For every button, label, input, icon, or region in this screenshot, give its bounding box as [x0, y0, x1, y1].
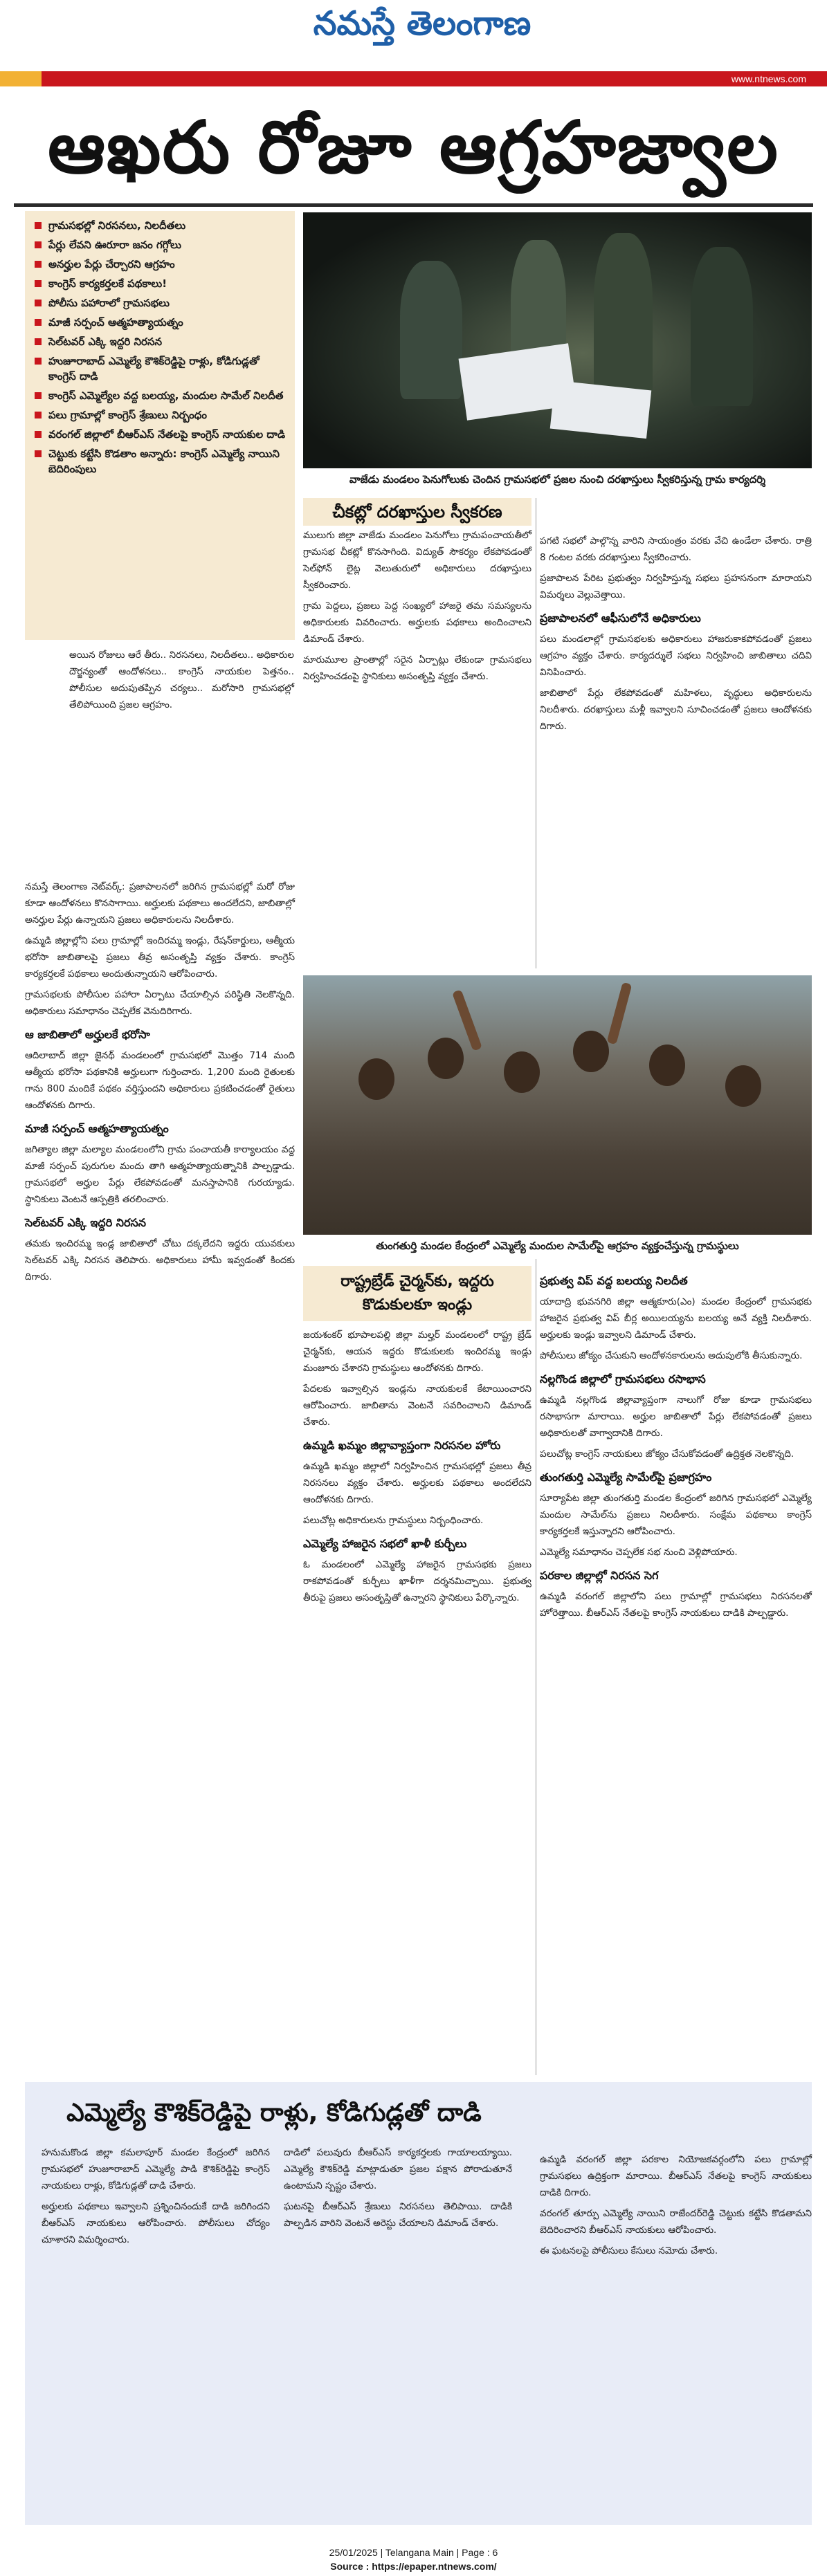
section-heading: ప్రభుత్వ విప్ వద్ద బలయ్య నిలదీత: [540, 1274, 688, 1287]
newspaper-logo: నమస్తే తెలంగాణ: [313, 4, 531, 43]
article-paragraph: ఉమ్మడి జిల్లాల్లోని పలు గ్రామాల్లో ఇందిరమ్మ ఇండ్లు, రేషన్‌కార్డులు, ఆత్మీయ భరోసా జాబితాలపై ప్రజలు తీవ్ర అసంతృప్తి వ్యక్తం చేశారు. కాంగ్రెస్ కార్యకర్తలకే పథకాలు అందుతున్నాయని ఆరోపించారు.: [25, 935, 295, 979]
intro-text: అయిన రోజులు ఆరే తీరు.. నిరసనలు, నిలదీతలు.. అధికారుల దౌర్జన్యంతో ఆందోళనలు.. కాంగ్రెస్ నాయకుల పెత్తనం.. పోలీసుల అదుపుతప్పిన చర్యలు.. మరోసారి గ్రామసభల్లో తేలిపోయింది ప్రజల ఆగ్రహం.: [69, 650, 294, 710]
section-heading: ప్రజాపాలనలో ఆఫీసులోనే అధికారులు: [540, 611, 701, 625]
section-heading: ఉమ్మడి ఖమ్మం జిల్లావ్యాప్తంగా నిరసనల హోరు: [303, 1439, 501, 1452]
papers: [550, 380, 652, 439]
raised-arm: [607, 982, 633, 1045]
article-paragraph: దాడిలో పలువురు బీఆర్ఎస్ కార్యకర్తలకు గాయాలయ్యాయి. ఎమ్మెల్యే కౌశిక్‌రెడ్డి మాట్లాడుతూ ప్రజల పక్షాన పోరాడుతూనే ఉంటామని స్పష్టం చేశారు.: [284, 2147, 512, 2191]
highlight-item: గ్రామసభల్లో నిరసనలు, నిలదీతలు: [33, 218, 288, 233]
person-figure: [691, 247, 753, 406]
article-paragraph: నమస్తే తెలంగాణ నెట్‌వర్క్: ప్రజాపాలనలో జరిగిన గ్రామసభల్లో మరో రోజు కూడా ఆందోళనలు కొనసాగాయి. అర్హులకు పథకాలు అందలేదని, జాబితాల్లో అనర్హుల పేర్లు ఉన్నాయని ప్రజలు అధికారులను నిలదీశారు.: [25, 881, 295, 926]
section-heading: మాజీ సర్పంచ్ ఆత్మహత్యాయత్నం: [25, 1122, 169, 1135]
article-paragraph: ఆదిలాబాద్ జిల్లా జైనథ్ మండలంలో గ్రామసభలో మొత్తం 714 మంది ఆత్మీయ భరోసా పథకానికి అర్హులుగా గుర్తించారు. 1,200 మంది రైతులకు గాను 800 మందికే పథకం వర్తిస్తుందని అధికారులు ప్రకటించడంతో రైతులు ఆందోళనకు దిగారు.: [25, 1050, 295, 1111]
article-paragraph: యాదాద్రి భువనగిరి జిల్లా ఆత్మకూరు(ఎం) మండల కేంద్రంలో గ్రామసభకు హాజరైన ప్రభుత్వ విప్ బీర్ల అయిలయ్యను బలయ్య అనే వ్యక్తి నిలదీశారు. అర్హులకు ఇండ్లు ఇవ్వాలని డిమాండ్ చేశారు.: [540, 1296, 812, 1341]
highlight-item: కాంగ్రెస్ ఎమ్మెల్యేల వద్ద బలయ్య, మందుల సామేల్ నిలదీత: [33, 388, 288, 403]
person-head: [725, 1065, 761, 1107]
article-paragraph: పలుచోట్ల అధికారులను గ్రామస్థులు నిర్బంధించారు.: [303, 1515, 484, 1526]
middle-column-top: [303, 527, 531, 689]
article-paragraph: ములుగు జిల్లా వాజేడు మండలం పెనుగోలు గ్రామపంచాయతీలో గ్రామసభ చీకట్లో కొనసాగింది. విద్యుత్ సౌకర్యం లేకపోవడంతో సెల్‌ఫోన్ లైట్ల వెలుతురులో అధికారులు దరఖాస్తులు స్వీకరించారు.: [303, 530, 531, 591]
masthead-strip: [0, 71, 827, 86]
article-paragraph: ప్రజాపాలన పేరిట ప్రభుత్వం నిర్వహిస్తున్న సభలు ప్రహసనంగా మారాయని విమర్శలు వెల్లువెత్తాయి.: [540, 573, 812, 600]
article-paragraph: వరంగల్ తూర్పు ఎమ్మెల్యే నాయిని రాజేందర్‌రెడ్డి చెట్టుకు కట్టేసి కొడతామని బెదిరించారని బీఆర్ఎస్ నాయకులు ఆరోపించారు.: [540, 2208, 812, 2236]
article-paragraph: పలు మండలాల్లో గ్రామసభలకు అధికారులు హాజరుకాకపోవడంతో ప్రజలు ఆగ్రహం వ్యక్తం చేశారు. కార్యదర్శులే సభలు నిర్వహించి జాబితాలు చదివి వినిపించారు.: [540, 634, 812, 678]
article-paragraph: అర్హులకు పథకాలు ఇవ్వాలని ప్రశ్నించినందుకే దాడి జరిగిందని బీఆర్ఎస్ నాయకులు ఆరోపించారు. పోలీసులు చోద్యం చూశారని విమర్శించారు.: [42, 2201, 270, 2245]
article-paragraph: సూర్యాపేట జిల్లా తుంగతుర్తి మండల కేంద్రంలో జరిగిన గ్రామసభలో ఎమ్మెల్యే మందుల సామేల్‌ను ప్రజలు నిలదీశారు. సంక్షేమ పథకాలు కాంగ్రెస్ కార్యకర్తలకే ఇస్తున్నారని ఆరోపించారు.: [540, 1493, 812, 1537]
masthead: [0, 0, 827, 66]
article-paragraph: ఓ మండలంలో ఎమ్మెల్యే హాజరైన గ్రామసభకు ప్రజలు రాకపోవడంతో కుర్చీలు ఖాళీగా దర్శనమిచ్చాయి. ప్రభుత్వ తీరుపై ప్రజలు అసంతృప్తితో ఉన్నారని స్థానికులు పేర్కొన్నారు.: [303, 1559, 531, 1603]
article-paragraph: గ్రామ పెద్దలు, ప్రజలు పెద్ద సంఖ్యలో హాజరై తమ సమస్యలను అధికారులకు వివరించారు. అర్హులకు పథకాలు అందించాలని డిమాండ్ చేశారు.: [303, 600, 531, 645]
highlight-item: చెట్టుకు కట్టేసి కొడతాం అన్నారు: కాంగ్రెస్ ఎమ్మెల్యే నాయిని బెదిరింపులు: [33, 446, 288, 477]
page-footer: [0, 2546, 827, 2573]
person-head: [573, 1031, 609, 1072]
bottom-column-3: [540, 2151, 812, 2263]
page-headline: ఆఖరు రోజూ ఆగ్రహజ్వాల: [48, 105, 779, 190]
highlight-item: పలు గ్రామాల్లో కాంగ్రెస్ శ్రేణులు నిర్బంధం: [33, 407, 288, 423]
bottom-column-1: [42, 2144, 270, 2252]
article-paragraph: పోలీసులు జోక్యం చేసుకుని ఆందోళనకారులను అదుపులోకి తీసుకున్నారు.: [540, 1350, 803, 1361]
article-paragraph: మారుమూల ప్రాంతాల్లో సరైన ఏర్పాట్లు లేకుండా గ్రామసభలు నిర్వహించడంపై స్థానికులు అసంతృప్తి వ్యక్తం చేశారు.: [303, 654, 531, 682]
article-paragraph: తమకు ఇందిరమ్మ ఇండ్ల జాబితాలో చోటు దక్కలేదని ఇద్దరు యువకులు సెల్‌టవర్ ఎక్కి నిరసన తెలిపారు. అధికారులు హామీ ఇవ్వడంతో కిందకు దిగారు.: [25, 1238, 295, 1282]
article-paragraph: పలుచోట్ల కాంగ్రెస్ నాయకులు జోక్యం చేసుకోవడంతో ఉద్రిక్తత నెలకొన్నది.: [540, 1448, 794, 1460]
section-heading: సెల్‌టవర్ ఎక్కి ఇద్దరి నిరసన: [25, 1216, 146, 1229]
article-paragraph: ఎమ్మెల్యే సమాధానం చెప్పలేక సభ నుంచి వెళ్లిపోయారు.: [540, 1547, 738, 1558]
article-paragraph: ఉమ్మడి వరంగల్ జిల్లాలోని పలు గ్రామాల్లో గ్రామసభలు నిరసనలతో హోరెత్తాయి. బీఆర్ఎస్ నేతలపై కాంగ్రెస్ నాయకులు దాడికి పాల్పడ్డారు.: [540, 1591, 812, 1619]
left-column: [25, 878, 295, 1289]
article-paragraph: ఉమ్మడి వరంగల్ జిల్లా పరకాల నియోజకవర్గంలోని పలు గ్రామాల్లో గ్రామసభలు ఉద్రిక్తంగా మారాయి. బీఆర్ఎస్ నేతలపై కాంగ్రెస్ నాయకులు దాడికి దిగారు.: [540, 2154, 812, 2198]
article-paragraph: ఉమ్మడి నల్లగొండ జిల్లావ్యాప్తంగా నాలుగో రోజు కూడా గ్రామసభలు రసాభాసగా మారాయి. అర్హుల జాబితాలో పేర్లు లేకపోవడంతో ప్రజలు అధికారులతో వాగ్వాదానికి దిగారు.: [540, 1395, 812, 1439]
person-figure: [594, 233, 653, 399]
intro-column: [69, 647, 294, 717]
footer-source[interactable]: Source : https://epaper.ntnews.com/: [330, 2561, 497, 2572]
bottom-column-2: [284, 2144, 512, 2236]
person-figure: [400, 261, 462, 399]
person-head: [649, 1045, 685, 1086]
article-paragraph: జగిత్యాల జిల్లా మల్యాల మండలంలోని గ్రామ పంచాయతీ కార్యాలయం వద్ద మాజీ సర్పంచ్ పురుగుల మందు తాగి ఆత్మహత్యాయత్నానికి పాల్పడ్డాడు. గ్రామసభలో అర్హుల పేర్లు లేకపోవడంతో మనస్తాపానికి గురయ్యాడు. స్థానికులు వెంటనే ఆస్పత్రికి తరలించారు.: [25, 1144, 295, 1205]
photo-caption-1: వాజేడు మండలం పెనుగోలుకు చెందిన గ్రామసభలో ప్రజల నుంచి దరఖాస్తులు స్వీకరిస్తున్న గ్రామ కార్యదర్శి: [349, 473, 766, 486]
article-paragraph: పగటి సభలో పాల్గొన్న వారిని సాయంత్రం వరకు వేచి ఉండేలా చేశారు. రాత్రి 8 గంటల వరకు దరఖాస్తులు స్వీకరించారు.: [540, 535, 812, 563]
footer-date-page: 25/01/2025 | Telangana Main | Page : 6: [329, 2547, 498, 2558]
article-paragraph: జయశంకర్ భూపాలపల్లి జిల్లా మల్హర్ మండలంలో రాష్ట్ర బ్రేడ్ చైర్మన్‌కు, ఆయన ఇద్దరు కొడుకులకు ఇందిరమ్మ ఇండ్లు మంజూరు చేశారని గ్రామస్థులు ఆందోళనకు దిగారు.: [303, 1330, 531, 1374]
bottom-story-title: ఎమ్మెల్యే కౌశిక్‌రెడ్డిపై రాళ్లు, కోడిగుడ్లతో దాడి: [66, 2099, 482, 2127]
highlight-item: పేర్లు లేవని ఊరూరా జనం గగ్గోలు: [33, 237, 288, 252]
article-paragraph: జాబితాలో పేర్లు లేకపోవడంతో మహిళలు, వృద్ధులు అధికారులను నిలదీశారు. దరఖాస్తులు మళ్లీ ఇవ్వాలని సూచించడంతో ప్రజలు ఆందోళనకు దిగారు.: [540, 688, 812, 732]
middle-column-lower: [303, 1266, 531, 1610]
highlights-box: [25, 211, 295, 640]
article-paragraph: గ్రామసభలకు పోలీసుల పహారా ఏర్పాటు చేయాల్సిన పరిస్థితి నెలకొన్నది. అధికారులు సమాధానం చెప్పలేక వెనుదిరిగారు.: [25, 989, 295, 1017]
section-heading: నల్లగొండ జిల్లాలో గ్రామసభలు రసాభాస: [540, 1372, 706, 1386]
person-head: [358, 1058, 394, 1100]
article-paragraph: ఉమ్మడి ఖమ్మం జిల్లాలో నిర్వహించిన గ్రామసభల్లో ప్రజలు తీవ్ర నిరసనలు వ్యక్తం చేశారు. అర్హులకు పథకాలు అందలేదని ఆందోళనకు దిగారు.: [303, 1461, 531, 1505]
right-column-top: [540, 533, 812, 739]
highlight-item: వరంగల్ జిల్లాలో బీఆర్ఎస్ నేతలపై కాంగ్రెస్ నాయకుల దాడి: [33, 427, 288, 442]
highlight-item: పోలీసు పహారాలో గ్రామసభలు: [33, 295, 288, 311]
highlight-item: హుజూరాబాద్ ఎమ్మెల్యే కౌశిక్‌రెడ్డిపై రాళ్లు, కోడిగుడ్లతో కాంగ్రెస్ దాడి: [33, 353, 288, 384]
highlight-item: అనర్హుల పేర్లు చేర్చారని ఆగ్రహం: [33, 257, 288, 272]
article-paragraph: హనుమకొండ జిల్లా కమలాపూర్ మండల కేంద్రంలో జరిగిన గ్రామసభలో హుజూరాబాద్ ఎమ్మెల్యే పాడి కౌశిక్‌రెడ్డిపై కాంగ్రెస్ నాయకులు రాళ్లు, కోడిగుడ్లతో దాడి చేశారు.: [42, 2147, 270, 2191]
right-column-lower: [540, 1266, 812, 1626]
photo-caption-2: తుంగతుర్తి మండల కేంద్రంలో ఎమ్మెల్యే మందుల సామేల్‌పై ఆగ్రహం వ్యక్తంచేస్తున్న గ్రామస్థులు: [376, 1240, 739, 1252]
photo-gram-sabha-night: [303, 212, 812, 468]
headline-divider: [14, 203, 813, 207]
section-heading: తుంగతుర్తి ఎమ్మెల్యే సామేల్‌పై ప్రజాగ్రహం: [540, 1471, 712, 1484]
website-url[interactable]: www.ntnews.com: [731, 73, 806, 84]
article-paragraph: ఈ ఘటనలపై పోలీసులు కేసులు నమోదు చేశారు.: [540, 2245, 718, 2256]
photo-mla-protest: [303, 975, 812, 1235]
section-heading: ఆ జాబితాలో అర్హులకే భరోసా: [25, 1028, 150, 1041]
highlight-item: సెల్‌టవర్ ఎక్కి ఇద్దరి నిరసన: [33, 334, 288, 349]
section-heading: పరకాల జిల్లాల్లో నిరసన సెగ: [540, 1569, 659, 1582]
person-head: [504, 1051, 540, 1093]
article-paragraph: ఘటనపై బీఆర్ఎస్ శ్రేణులు నిరసనలు తెలిపాయి. దాడికి పాల్పడిన వారిని వెంటనే అరెస్టు చేయాలని డిమాండ్ చేశారు.: [284, 2201, 512, 2229]
person-head: [428, 1038, 464, 1079]
section-tag: [0, 71, 42, 86]
section-heading: ఎమ్మెల్యే హాజరైన సభలో ఖాళీ కుర్చీలు: [303, 1537, 467, 1550]
subhead-rashtra: రాష్ట్రబ్రేడ్ చైర్మన్‌కు, ఇద్దరు కొడుకులకూ ఇండ్లు: [303, 1266, 531, 1321]
highlight-item: కాంగ్రెస్ కార్యకర్తలకే పథకాలు!: [33, 276, 288, 291]
article-paragraph: పేదలకు ఇవ్వాల్సిన ఇండ్లను నాయకులకే కేటాయించారని ఆరోపించారు. జాబితాను వెంటనే సవరించాలని డిమాండ్ చేశారు.: [303, 1383, 531, 1428]
subhead-dark-applications: చీకట్లో దరఖాస్తుల స్వీకరణ: [303, 498, 531, 526]
highlight-item: మాజీ సర్పంచ్ ఆత్మహత్యాయత్నం: [33, 315, 288, 330]
